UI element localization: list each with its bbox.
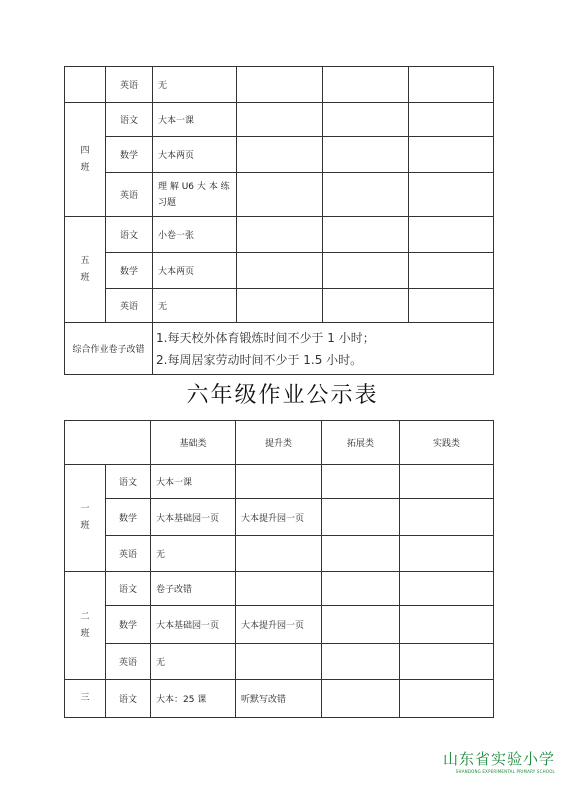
class-name: 四 bbox=[80, 145, 90, 156]
raise-cell bbox=[236, 644, 322, 680]
practice-cell bbox=[409, 67, 494, 103]
basic-cell: 大本两页 bbox=[153, 137, 237, 173]
practice-cell bbox=[400, 536, 494, 572]
basic-cell: 大本一课 bbox=[151, 465, 236, 499]
raise-cell bbox=[237, 217, 323, 253]
class-name-cell bbox=[65, 217, 106, 323]
extend-cell bbox=[323, 253, 409, 289]
extend-cell bbox=[323, 173, 409, 217]
homework-table-grade5 bbox=[64, 66, 494, 375]
header-basic: 基础类 bbox=[151, 421, 236, 465]
header-row bbox=[65, 421, 494, 465]
table-row bbox=[65, 680, 494, 718]
subject-cell: 语文 bbox=[106, 680, 151, 718]
page-title: 六年级作业公示表 bbox=[186, 383, 379, 408]
practice-cell bbox=[400, 680, 494, 718]
school-logo-name: 山东省实验小学 bbox=[442, 750, 555, 768]
table-row bbox=[65, 536, 494, 572]
class-name-suffix: 班 bbox=[80, 272, 90, 283]
raise-cell bbox=[236, 572, 322, 606]
basic-cell: 大本一课 bbox=[153, 103, 237, 137]
practice-cell bbox=[409, 217, 494, 253]
basic-cell: 大本：25 课 bbox=[151, 680, 236, 718]
basic-cell: 小卷一张 bbox=[153, 217, 237, 253]
basic-cell: 无 bbox=[151, 644, 236, 680]
basic-cell: 卷子改错 bbox=[151, 572, 236, 606]
subject-cell: 英语 bbox=[106, 173, 153, 217]
header-empty-cell bbox=[65, 421, 151, 465]
table-row bbox=[65, 137, 494, 173]
table-row bbox=[65, 253, 494, 289]
practice-cell bbox=[400, 499, 494, 536]
table-row bbox=[65, 173, 494, 217]
basic-cell: 大本两页 bbox=[153, 253, 237, 289]
basic-text-line: 习题 bbox=[158, 197, 177, 208]
subject-cell: 数学 bbox=[106, 137, 153, 173]
table-row bbox=[65, 606, 494, 644]
extend-cell bbox=[323, 67, 409, 103]
practice-cell bbox=[409, 103, 494, 137]
basic-cell: 无 bbox=[153, 289, 237, 323]
table-row bbox=[65, 289, 494, 323]
practice-cell bbox=[409, 289, 494, 323]
subject-cell: 英语 bbox=[106, 644, 151, 680]
subject-cell: 数学 bbox=[106, 606, 151, 644]
raise-cell bbox=[236, 536, 322, 572]
class-name-cell bbox=[65, 103, 106, 217]
basic-text-line: 理 解 U6 大 本 练 bbox=[158, 181, 230, 192]
raise-cell: 听默写改错 bbox=[236, 680, 322, 718]
summary-line: 1.每天校外体育锻炼时间不少于 1 小时； bbox=[156, 330, 375, 345]
school-logo bbox=[443, 748, 555, 774]
raise-cell bbox=[237, 253, 323, 289]
extend-cell bbox=[323, 103, 409, 137]
subject-cell: 英语 bbox=[106, 536, 151, 572]
subject-cell: 数学 bbox=[106, 253, 153, 289]
subject-cell: 英语 bbox=[106, 289, 153, 323]
raise-cell bbox=[237, 173, 323, 217]
raise-cell: 大本提升园一页 bbox=[236, 606, 322, 644]
practice-cell bbox=[400, 606, 494, 644]
summary-text bbox=[153, 323, 494, 375]
extend-cell bbox=[323, 289, 409, 323]
class-cell bbox=[65, 67, 106, 103]
class-name-suffix: 班 bbox=[80, 628, 90, 639]
subject-cell: 语文 bbox=[106, 217, 153, 253]
raise-cell bbox=[237, 67, 323, 103]
table-row bbox=[65, 465, 494, 499]
basic-cell: 大本基础园一页 bbox=[151, 606, 236, 644]
basic-cell bbox=[153, 173, 237, 217]
extend-cell bbox=[322, 606, 400, 644]
homework-table-grade6 bbox=[64, 420, 494, 718]
subject-cell: 数学 bbox=[106, 499, 151, 536]
class-name: 一 bbox=[80, 504, 90, 514]
subject-cell: 语文 bbox=[106, 465, 151, 499]
practice-cell bbox=[400, 465, 494, 499]
class-name-suffix: 班 bbox=[80, 162, 90, 173]
raise-cell: 大本提升园一页 bbox=[236, 499, 322, 536]
extend-cell bbox=[323, 137, 409, 173]
summary-line: 2.每周居家劳动时间不少于 1.5 小时。 bbox=[156, 352, 363, 367]
school-logo-english: SHANDONG EXPERIMENTAL PRIMARY SCHOOL bbox=[455, 769, 555, 774]
header-practice: 实践类 bbox=[400, 421, 494, 465]
extend-cell bbox=[322, 644, 400, 680]
extend-cell bbox=[323, 217, 409, 253]
class-name: 五 bbox=[80, 255, 90, 266]
summary-row bbox=[65, 323, 494, 375]
subject-cell: 语文 bbox=[106, 103, 153, 137]
extend-cell bbox=[322, 536, 400, 572]
extend-cell bbox=[322, 572, 400, 606]
class-name-cell bbox=[65, 465, 106, 572]
practice-cell bbox=[400, 644, 494, 680]
extend-cell bbox=[322, 680, 400, 718]
subject-cell: 语文 bbox=[106, 572, 151, 606]
class-name: 三 bbox=[80, 693, 90, 703]
table-row bbox=[65, 67, 494, 103]
class-name-cell bbox=[65, 680, 106, 718]
extend-cell bbox=[322, 499, 400, 536]
class-name-suffix: 班 bbox=[80, 521, 90, 531]
table-row bbox=[65, 103, 494, 137]
class-name-cell bbox=[65, 572, 106, 680]
practice-cell bbox=[400, 572, 494, 606]
subject-cell: 英语 bbox=[106, 67, 153, 103]
extend-cell bbox=[322, 465, 400, 499]
basic-cell: 无 bbox=[151, 536, 236, 572]
raise-cell bbox=[237, 289, 323, 323]
basic-cell: 无 bbox=[153, 67, 237, 103]
table-row bbox=[65, 499, 494, 536]
header-extend: 拓展类 bbox=[322, 421, 400, 465]
practice-cell bbox=[409, 253, 494, 289]
raise-cell bbox=[237, 103, 323, 137]
table-row bbox=[65, 572, 494, 606]
table-row bbox=[65, 217, 494, 253]
table-row bbox=[65, 644, 494, 680]
summary-label: 综合作业卷子改错 bbox=[65, 323, 153, 375]
practice-cell bbox=[409, 173, 494, 217]
basic-cell: 大本基础园一页 bbox=[151, 499, 236, 536]
practice-cell bbox=[409, 137, 494, 173]
header-raise: 提升类 bbox=[236, 421, 322, 465]
class-name: 二 bbox=[80, 611, 90, 622]
raise-cell bbox=[236, 465, 322, 499]
raise-cell bbox=[237, 137, 323, 173]
